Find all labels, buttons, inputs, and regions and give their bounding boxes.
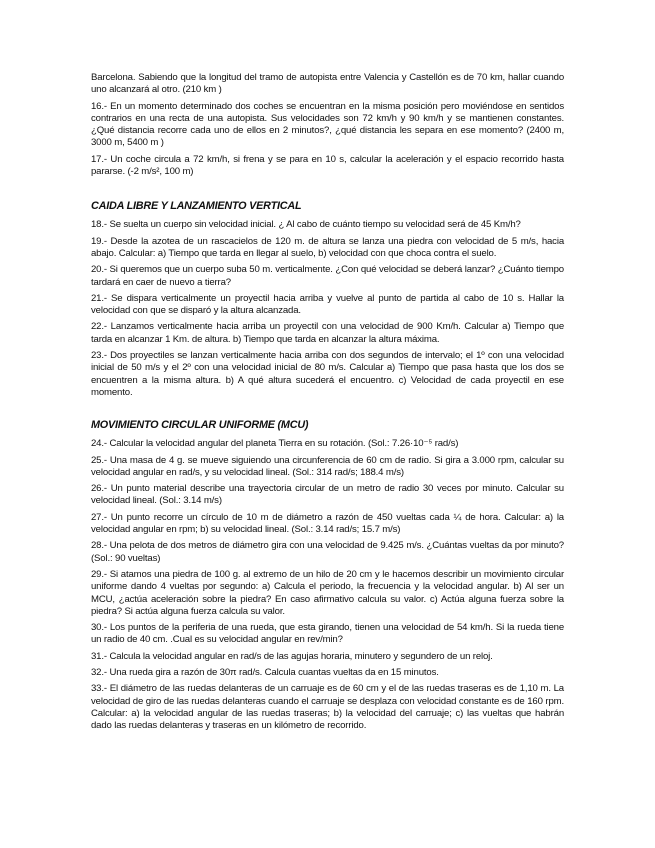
- problem-25: 25.- Una masa de 4 g. se mueve siguiendo una circunferencia de 60 cm de radio. Si gira a 3.000 rpm, calcular su velocidad angular en rad/s, y su velocidad lineal. (Sol.: 314 rad/s; 188.4 m/s): [91, 454, 564, 478]
- problem-18: 18.- Se suelta un cuerpo sin velocidad inicial. ¿ Al cabo de cuánto tiempo su velocidad será de 45 Km/h?: [91, 219, 521, 231]
- problem-19: 19.- Desde la azotea de un rascacielos de 120 m. de altura se lanza una piedra con velocidad de 5 m/s, hacia abajo. Calcular: a) Tiempo que tarda en llegar al suelo, b) velocidad con que choca contra el suelo.: [91, 235, 564, 259]
- problem-22: 22.- Lanzamos verticalmente hacia arriba un proyectil con una velocidad de 900 Km/h. Calcular a) Tiempo que tarda en alcanzar 1 Km. de altura. b) Tiempo que tarda en alcanzar la altura máxima.: [91, 321, 564, 345]
- problem-28: 28.- Una pelota de dos metros de diámetro gira con una velocidad de 9.425 m/s. ¿Cuántas vueltas da por minuto? (Sol.: 90 vueltas): [91, 540, 564, 564]
- problem-30: 30.- Los puntos de la periferia de una rueda, que esta girando, tienen una velocidad de 54 km/h. Si la rueda tiene un radio de 40 cm. .Cual es su velocidad angular en rev/min?: [91, 622, 564, 646]
- problem-31: 31.- Calcula la velocidad angular en rad/s de las agujas horaria, minutero y segundero de un reloj.: [91, 650, 493, 662]
- problem-17: 17.- Un coche circula a 72 km/h, si frena y se para en 10 s, calcular la aceleración y el espacio recorrido hasta pararse. (-2 m/s², 100 m): [91, 153, 564, 178]
- document-page: [91, 72, 564, 736]
- problem-20: 20.- Si queremos que un cuerpo suba 50 m. verticalmente. ¿Con qué velocidad se deberá lanzar? ¿Cuánto tiempo tardará en caer de nuevo a tierra?: [91, 264, 564, 288]
- problem-33: 33.- El diámetro de las ruedas delanteras de un carruaje es de 60 cm y el de las ruedas traseras es de 1,10 m. La velocidad de giro de las ruedas delanteras cuando el carruaje se desplaza con velocidad constante es de 160 rpm. Calcular: a) la velocidad angular de las ruedas traseras; b) la velocidad del carruaje; c) las vueltas que habrán dado las ruedas delanteras y traseras en un kilómetro de recorrido.: [91, 683, 564, 732]
- problem-32: 32.- Una rueda gira a razón de 30π rad/s. Calcula cuantas vueltas da en 15 minutos.: [91, 666, 439, 678]
- problem-23: 23.- Dos proyectiles se lanzan verticalmente hacia arriba con dos segundos de intervalo; el 1º con una velocidad inicial de 50 m/s y el 2º con una velocidad inicial de 80 m/s. Calcular a) Tiempo que pasa hasta que los dos se encuentren a la misma altura. b) A qué altura sucederá el encuentro. c) Velocidad de cada proyectil en ese momento.: [91, 350, 564, 398]
- problem-15-continuation: Barcelona. Sabiendo que la longitud del tramo de autopista entre Valencia y Castellón es de 70 km, hallar cuando uno alcanzará al otro. (210 km ): [91, 72, 564, 96]
- problem-21: 21.- Se dispara verticalmente un proyectil hacia arriba y vuelve al punto de partida al cabo de 10 s. Hallar la velocidad con que se disparó y la altura alcanzada.: [91, 292, 564, 317]
- section-heading-mcu: MOVIMIENTO CIRCULAR UNIFORME (MCU): [91, 419, 309, 432]
- section-heading-caida-libre: CAIDA LIBRE Y LANZAMIENTO VERTICAL: [91, 200, 302, 213]
- problem-24: 24.- Calcular la velocidad angular del planeta Tierra en su rotación. (Sol.: 7.26·10⁻⁵ rad/s): [91, 438, 459, 450]
- problem-16: 16.- En un momento determinado dos coches se encuentran en la misma posición pero moviéndose en sentidos contrarios en una recta de una autopista. Sus velocidades son 72 km/h y 90 km/h y se mantienen constantes. ¿Qué distancia recorre cada uno de ellos en 2 minutos?, ¿qué distancia les separa en ese momento? (2400 m, 3000 m, 5400 m ): [91, 100, 564, 149]
- problem-29: 29.- Si atamos una piedra de 100 g. al extremo de un hilo de 20 cm y le hacemos describir un movimiento circular uniforme dando 4 vueltas por segundo: a) Calcula el periodo, la frecuencia y la velocidad angular. b) Al ser un MCU, ¿actúa aceleración sobre la piedra? En caso afirmativo calcula su valor. c) Actúa alguna fuerza sobre la piedra? Si actúa alguna fuerza calcula su valor.: [91, 568, 564, 617]
- problem-26: 26.- Un punto material describe una trayectoria circular de un metro de radio 30 veces por minuto. Calcular su velocidad lineal. (Sol.: 3.14 m/s): [91, 483, 564, 507]
- problem-27: 27.- Un punto recorre un círculo de 10 m de diámetro a razón de 450 vueltas cada ¼ de hora. Calcular: a) la velocidad angular en rpm; b) su velocidad lineal. (Sol.: 3.14 rad/s; 15.7 m/s): [91, 511, 564, 536]
